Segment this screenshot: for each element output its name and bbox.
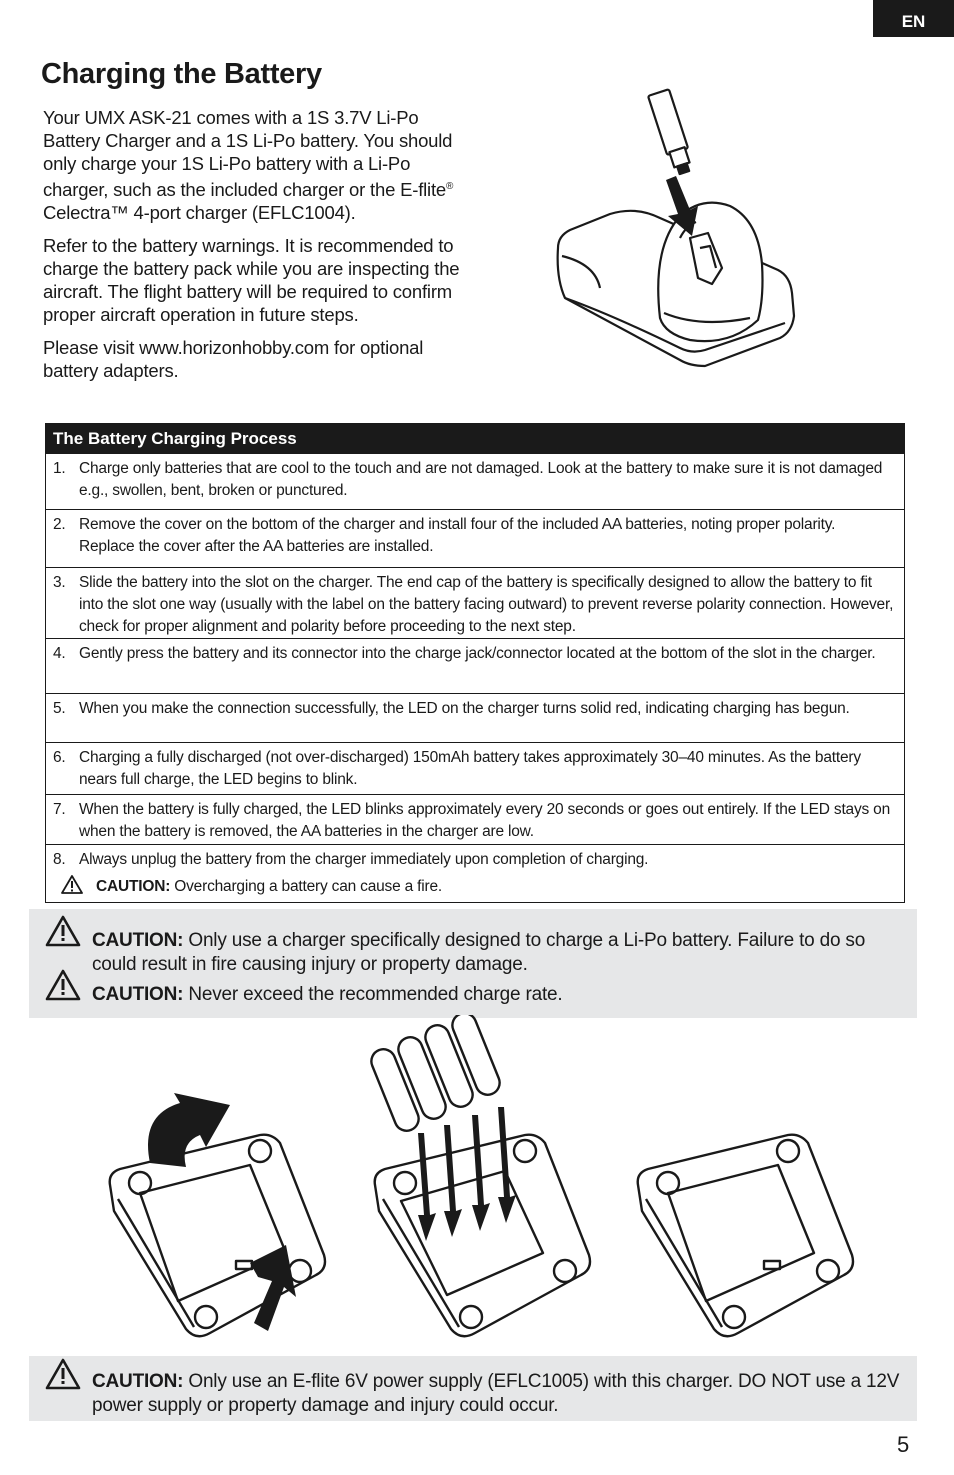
step-text: Gently press the battery and its connector into the charge jack/connector located at the bottom of the slot in the charger. [79,645,876,662]
registered-mark: ® [446,181,454,192]
warning-triangle-icon [45,1358,81,1390]
step-7 [46,794,904,844]
step-number: 8. [53,851,66,868]
step-number: 1. [53,460,66,477]
step-2 [46,509,904,567]
warning-triangle-icon [45,969,81,1001]
step-number: 5. [53,700,66,717]
step-text: Charging a fully discharged (not over-discharged) 150mAh battery takes approximately 30–40 minutes. As the battery nears full charge, the LED begins to blink. [79,749,861,788]
step-8 [46,844,904,902]
intro-p1-part-a: Your UMX ASK-21 comes with a 1S 3.7V Li-Po Battery Charger and a 1S Li-Po battery. You should only charge your 1S Li-Po battery with a Li-Po charger, such as the included charger or the E-flite [43,107,453,201]
caution-label: CAUTION: [92,984,184,1005]
step-number: 6. [53,749,66,766]
caution-label: CAUTION: [92,1371,184,1392]
page-number: 5 [897,1432,910,1457]
caution-power-supply [92,1370,902,1418]
step-4 [46,638,904,693]
caution-text: Only use an E-flite 6V power supply (EFLC1005) with this charger. DO NOT use a 12V power supply or property damage and injury could occur. [92,1371,900,1416]
step-text: Charge only batteries that are cool to the touch and are not damaged. Look at the battery to make sure it is not damaged e.g., swollen, bent, broken or punctured. [79,460,883,499]
caution-text: Never exceed the recommended charge rate. [183,984,563,1005]
caution-text: Only use a charger specifically designed to charge a Li-Po battery. Failure to do so could result in fire causing injury or property damage. [92,930,866,975]
caution-charge-rate [92,983,902,1007]
step-number: 4. [53,645,66,662]
step-8-caution [60,876,894,898]
charger-bottom-cover-icon [110,1135,325,1337]
intro-paragraph-2: Refer to the battery warnings. It is recommended to charge the battery pack while you are inspecting the aircraft. The flight battery will be required to confirm proper aircraft operation in future steps. [43,235,460,326]
charger-closed-icon [638,1135,853,1337]
language-tab: EN [873,0,954,37]
step-3 [46,567,904,638]
page-title: Charging the Battery [41,58,322,90]
step-1 [46,453,904,509]
intro-paragraph-3: Please visit www.horizonhobby.com for optional battery adapters. [43,337,424,382]
intro-text [43,106,473,392]
step-6 [46,742,904,794]
step-number: 2. [53,516,66,533]
warning-triangle-icon [60,874,84,895]
charger-battery-illustration [540,88,810,393]
step-text: When the battery is fully charged, the LED blinks approximately every 20 seconds or goes out entirely. If the LED stays on when the battery is removed, the AA batteries in the charger are low. [79,801,891,840]
step-text: When you make the connection successfully, the LED on the charger turns solid red, indicating charging has begun. [79,700,850,717]
step-text: Remove the cover on the bottom of the charger and install four of the included AA batteries, noting proper polarity. Replace the cover after the AA batteries are installed. [79,516,836,555]
intro-paragraph-1 [43,106,473,224]
caution-box-charger [29,909,917,1018]
intro-p1-part-b: Celectra™ 4-port charger (EFLC1004). [43,202,356,224]
charging-process-table [45,423,905,903]
step-number: 7. [53,801,66,818]
step-text: Slide the battery into the slot on the charger. The end cap of the battery is specifically designed to allow the battery to fit into the slot one way (usually with the label on the battery facing outward) to prevent reverse polarity connection. However, check for proper alignment and polarity before proceeding to the next step. [79,574,894,635]
table-header: The Battery Charging Process [46,424,904,453]
step-text: Always unplug the battery from the charger immediately upon completion of charging. [79,851,649,868]
caution-text: Overcharging a battery can cause a fire. [170,878,442,895]
step-number: 3. [53,574,66,591]
step-5 [46,693,904,742]
caution-label: CAUTION: [96,878,171,895]
caution-box-power-supply [29,1356,917,1421]
aa-battery-install-illustration [100,1015,860,1355]
caution-lipo-charger [92,929,902,977]
charger-open-aa-icon [375,1135,590,1337]
warning-triangle-icon [45,915,81,947]
caution-label: CAUTION: [92,930,184,951]
